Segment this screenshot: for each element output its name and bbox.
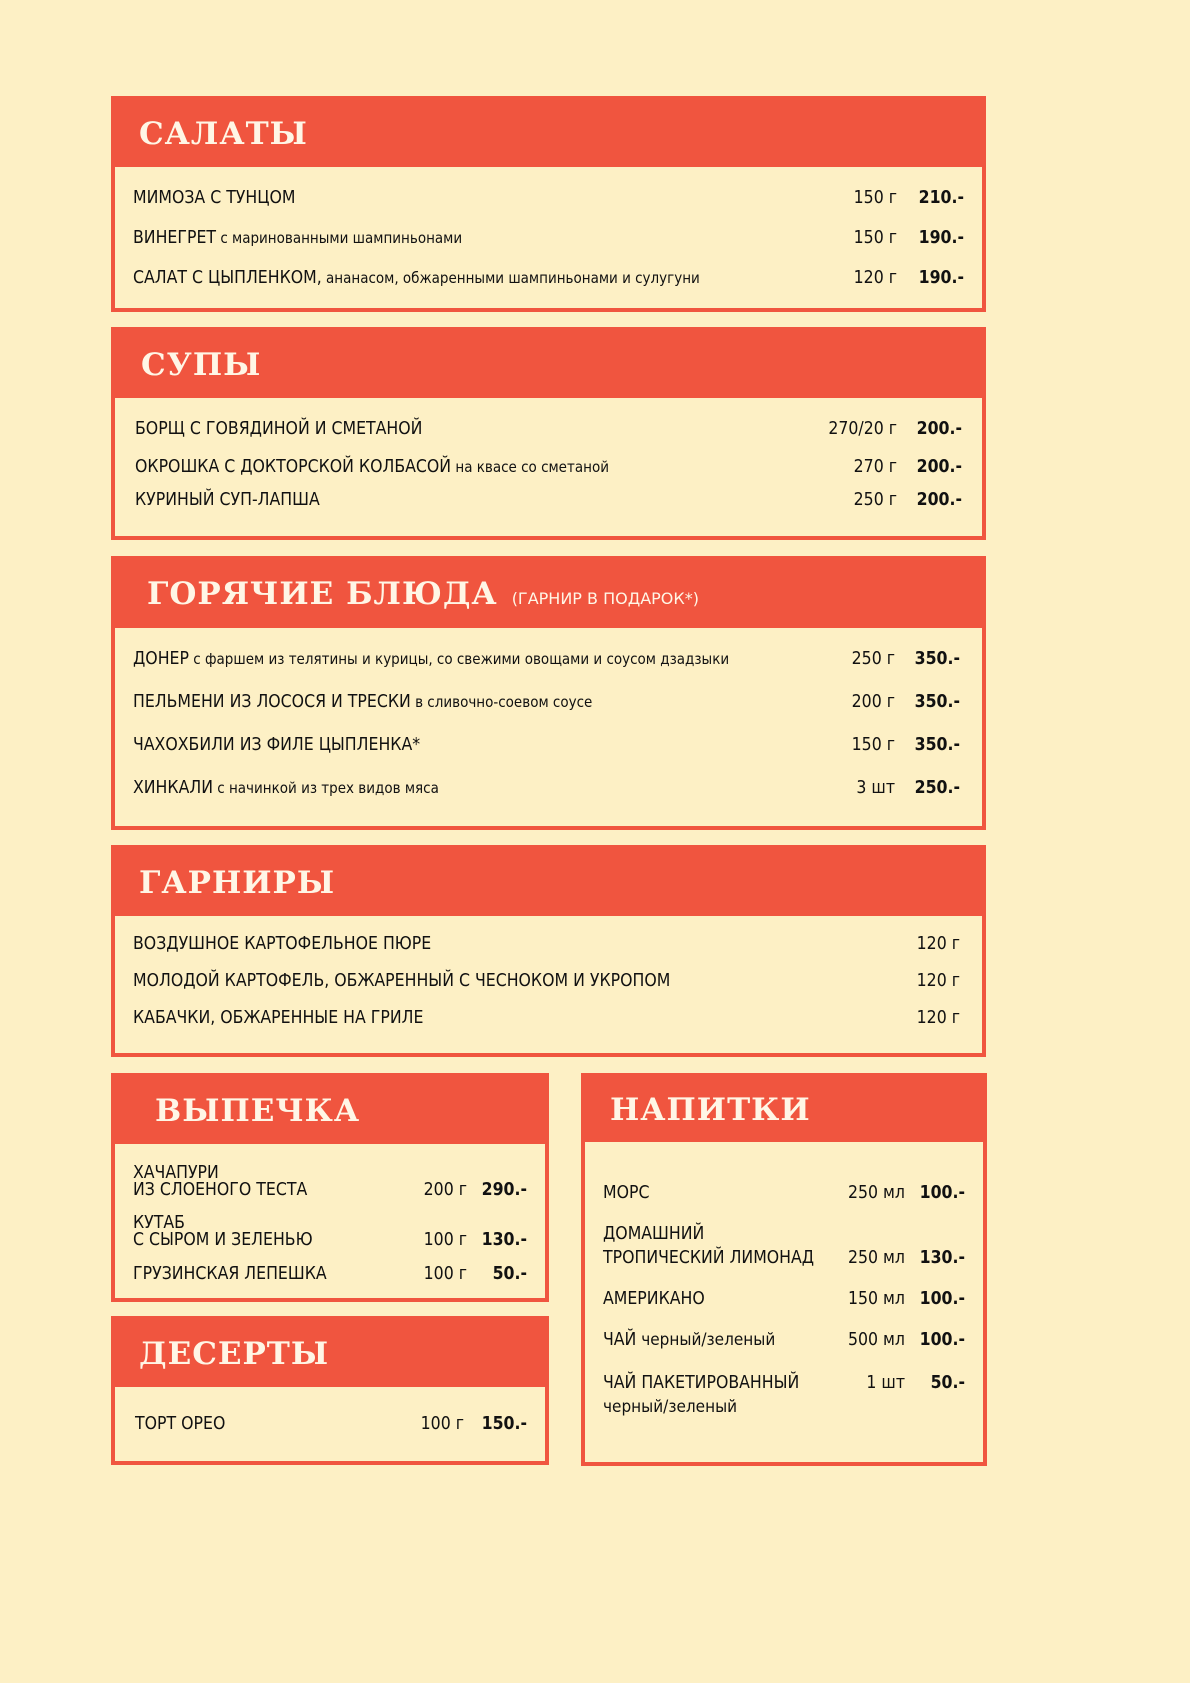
item-name: ХИНКАЛИ <box>133 778 213 798</box>
item-weight: 150 мл <box>848 1289 905 1309</box>
item-weight: 1 шт <box>866 1373 905 1393</box>
item-price: 100.- <box>919 1330 965 1350</box>
item-name: ДОНЕР <box>133 649 189 669</box>
item-name: ЧАЙ <box>603 1330 637 1350</box>
item-weight: 150 г <box>853 228 897 248</box>
item-weight: 250 мл <box>848 1183 905 1203</box>
item-weight: 250 г <box>851 649 895 669</box>
hot-dishes-section <box>111 556 986 830</box>
item-price: 250.- <box>914 778 960 798</box>
item-name: АМЕРИКАНО <box>603 1289 705 1309</box>
item-price: 100.- <box>919 1183 965 1203</box>
item-price: 350.- <box>914 735 960 755</box>
item-name: ЧАХОХБИЛИ ИЗ ФИЛЕ ЦЫПЛЕНКА* <box>133 735 421 755</box>
item-price: 200.- <box>916 457 962 477</box>
soups-title: СУПЫ <box>141 346 262 383</box>
item-description: ананасом, обжаренными шампиньонами и сулугуни <box>321 269 700 287</box>
item-price: 50.- <box>492 1264 527 1284</box>
hot-dishes-subtitle: (ГАРНИР В ПОДАРОК*) <box>511 588 699 608</box>
pastry-section <box>111 1073 549 1302</box>
item-price: 150.- <box>481 1414 527 1434</box>
drinks-header <box>585 1077 983 1142</box>
desserts-header <box>115 1320 545 1387</box>
soups-header <box>115 331 982 398</box>
item-price: 350.- <box>914 649 960 669</box>
item-price: 200.- <box>916 490 962 510</box>
pastry-header <box>115 1077 545 1144</box>
item-name-line2: черный/зеленый <box>603 1397 738 1417</box>
item-weight: 500 мл <box>848 1330 905 1350</box>
item-weight: 100 г <box>423 1230 467 1250</box>
salads-section <box>111 96 986 312</box>
item-name: ГРУЗИНСКАЯ ЛЕПЕШКА <box>133 1264 327 1284</box>
item-name: ПЕЛЬМЕНИ ИЗ ЛОСОСЯ И ТРЕСКИ <box>133 692 411 712</box>
item-name: ВИНЕГРЕТ <box>133 228 217 248</box>
item-name: МОРС <box>603 1183 650 1203</box>
item-description: на квасе со сметаной <box>451 458 609 476</box>
item-weight: 120 г <box>916 971 960 991</box>
item-weight: 120 г <box>916 1008 960 1028</box>
item-weight: 120 г <box>853 268 897 288</box>
item-name: КАБАЧКИ, ОБЖАРЕННЫЕ НА ГРИЛЕ <box>133 1008 424 1028</box>
item-price: 350.- <box>914 692 960 712</box>
item-name: КУРИНЫЙ СУП-ЛАПША <box>135 490 320 510</box>
item-price: 190.- <box>918 228 964 248</box>
item-name: ТОРТ ОРЕО <box>135 1414 226 1434</box>
item-description: с маринованными шампиньонами <box>216 229 463 247</box>
item-weight: 100 г <box>423 1264 467 1284</box>
item-price: 210.- <box>918 188 964 208</box>
item-weight: 3 шт <box>856 778 895 798</box>
item-weight: 200 г <box>423 1180 467 1200</box>
item-price: 200.- <box>916 419 962 439</box>
salads-header <box>115 100 982 167</box>
item-name-line1: ХАЧАПУРИ <box>133 1163 219 1183</box>
item-name-line2: ТРОПИЧЕСКИЙ ЛИМОНАД <box>603 1248 815 1268</box>
item-name-line1: КУТАБ <box>133 1213 185 1233</box>
desserts-title: ДЕСЕРТЫ <box>139 1335 330 1372</box>
item-weight: 270/20 г <box>828 419 897 439</box>
item-description: с начинкой из трех видов мяса <box>212 779 439 797</box>
drinks-title: НАПИТКИ <box>610 1091 811 1128</box>
item-weight: 270 г <box>853 457 897 477</box>
item-name: БОРЩ С ГОВЯДИНОЙ И СМЕТАНОЙ <box>135 419 423 439</box>
item-weight: 150 г <box>853 188 897 208</box>
desserts-section <box>111 1316 549 1465</box>
item-price: 130.- <box>481 1230 527 1250</box>
item-weight: 150 г <box>851 735 895 755</box>
soups-section <box>111 327 986 540</box>
item-name-line2: С СЫРОМ И ЗЕЛЕНЬЮ <box>133 1230 313 1250</box>
item-name-line2: ИЗ СЛОЕНОГО ТЕСТА <box>133 1180 308 1200</box>
pastry-title: ВЫПЕЧКА <box>155 1092 361 1129</box>
item-weight: 250 г <box>853 490 897 510</box>
salads-title: САЛАТЫ <box>139 115 308 152</box>
item-weight: 250 мл <box>848 1248 905 1268</box>
item-weight: 100 г <box>420 1414 464 1434</box>
item-name: МОЛОДОЙ КАРТОФЕЛЬ, ОБЖАРЕННЫЙ С ЧЕСНОКОМ И УКРОПОМ <box>133 971 671 991</box>
item-description: с фаршем из телятины и курицы, со свежими овощами и соусом дзадзыки <box>188 650 730 668</box>
item-description: черный/зеленый <box>636 1330 776 1350</box>
item-price: 130.- <box>919 1248 965 1268</box>
item-name-line1: ДОМАШНИЙ <box>603 1224 705 1244</box>
item-price: 100.- <box>919 1289 965 1309</box>
item-name: ОКРОШКА С ДОКТОРСКОЙ КОЛБАСОЙ <box>135 457 452 477</box>
hot-dishes-header <box>115 560 982 628</box>
drinks-section <box>581 1073 987 1466</box>
hot-dishes-title: ГОРЯЧИЕ БЛЮДА <box>147 576 498 612</box>
item-name-line1: ЧАЙ ПАКЕТИРОВАННЫЙ <box>603 1373 800 1393</box>
sides-section <box>111 845 986 1057</box>
item-name: САЛАТ С ЦЫПЛЕНКОМ, <box>133 268 322 288</box>
sides-title: ГАРНИРЫ <box>139 864 336 901</box>
item-price: 190.- <box>918 268 964 288</box>
item-name: МИМОЗА С ТУНЦОМ <box>133 188 296 208</box>
item-description: в сливочно-соевом соусе <box>410 693 593 711</box>
item-weight: 200 г <box>851 692 895 712</box>
sides-header <box>115 849 982 916</box>
item-price: 50.- <box>930 1373 965 1393</box>
item-price: 290.- <box>481 1180 527 1200</box>
item-weight: 120 г <box>916 934 960 954</box>
item-name: ВОЗДУШНОЕ КАРТОФЕЛЬНОЕ ПЮРЕ <box>133 934 432 954</box>
